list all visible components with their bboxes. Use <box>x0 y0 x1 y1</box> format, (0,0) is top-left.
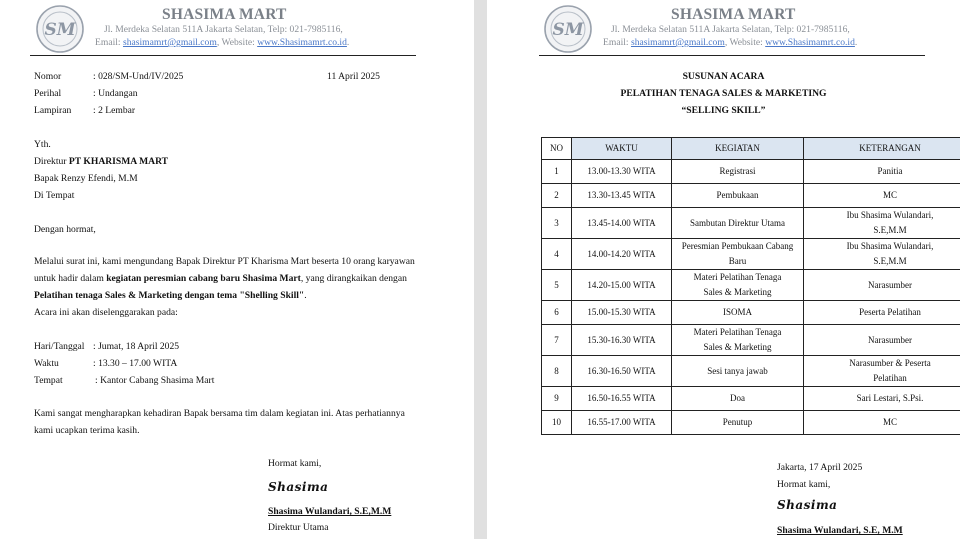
cell-keterangan <box>804 301 960 325</box>
cell-waktu: 15.30-16.30 WITA <box>572 325 672 356</box>
table-row <box>542 356 960 387</box>
website-end: . <box>346 37 350 48</box>
website-end: . <box>854 37 858 48</box>
website-label: , Website: <box>724 37 763 48</box>
table-row <box>542 411 960 435</box>
page-gap <box>474 0 487 539</box>
body-text: . <box>304 290 307 301</box>
keterangan-line: Pelatihan <box>873 373 907 383</box>
recipient-company: PT KHARISMA MART <box>68 156 169 167</box>
keterangan-line: Ibu Shasima Wulandari, <box>846 210 934 220</box>
letterhead-contact <box>603 37 857 48</box>
letterhead-name: SHASIMA MART <box>671 6 796 23</box>
keterangan-line: MC <box>882 417 897 427</box>
agenda-table <box>541 137 960 435</box>
cell-keterangan <box>804 325 960 356</box>
tempat-value: : Kantor Cabang Shasima Mart <box>95 375 215 386</box>
kegiatan-line: Sales & Marketing <box>703 287 772 297</box>
tempat-label: Tempat <box>34 375 63 386</box>
cell-kegiatan <box>672 239 804 270</box>
keterangan-line: S.E,M.M <box>873 256 907 266</box>
body-line-4: Acara ini akan diselenggarakan pada: <box>34 307 178 318</box>
cell-waktu: 13.45-14.00 WITA <box>572 208 672 239</box>
cell-keterangan <box>804 160 960 184</box>
cell-keterangan <box>804 270 960 301</box>
table-row <box>542 160 960 184</box>
cell-kegiatan <box>672 160 804 184</box>
table-row <box>542 387 960 411</box>
kegiatan-line: Pembukaan <box>716 190 759 200</box>
letterhead-address: Jl. Merdeka Selatan 511A Jakarta Selatan, Telp: 021-7985116, <box>104 24 343 35</box>
kegiatan-line: Materi Pelatihan Tenaga <box>693 272 782 282</box>
perihal-label: Perihal <box>34 88 62 99</box>
email-link[interactable]: shasimamrt@gmail.com <box>122 37 217 48</box>
cell-keterangan <box>804 356 960 387</box>
cell-kegiatan <box>672 387 804 411</box>
kegiatan-line: Sambutan Direktur Utama <box>690 217 785 228</box>
kegiatan-line: Materi Pelatihan Tenaga <box>693 327 782 337</box>
letter-date: 11 April 2025 <box>327 71 380 82</box>
keterangan-line: Narasumber <box>868 279 912 290</box>
closing-line-2: kami ucapkan terima kasih. <box>34 425 140 436</box>
cell-kegiatan <box>672 184 804 208</box>
kegiatan-line: Registrasi <box>719 166 756 176</box>
letterhead-address: Jl. Merdeka Selatan 511A Jakarta Selatan, Telp: 021-7985116, <box>611 24 850 35</box>
letterhead-divider <box>30 55 416 56</box>
regards: Hormat kami, <box>777 479 831 490</box>
keterangan-line: MC <box>882 190 897 200</box>
cell-kegiatan <box>672 208 804 239</box>
keterangan-line: Ibu Shasima Wulandari, <box>846 241 934 251</box>
kegiatan-line: Baru <box>728 256 747 266</box>
keterangan-line: Narasumber <box>868 334 912 345</box>
header-kegiatan: KEGIATAN <box>672 138 804 160</box>
cell-no: 4 <box>542 239 572 270</box>
table-row <box>542 301 960 325</box>
salutation-yth: Yth. <box>34 139 51 150</box>
letter-page <box>0 0 474 539</box>
signer-position: Direktur Utama <box>268 522 329 533</box>
keterangan-line: Peserta Pelatihan <box>859 307 921 317</box>
company-logo-icon <box>543 4 593 54</box>
cell-kegiatan <box>672 356 804 387</box>
svg-text:SM: SM <box>44 20 76 40</box>
cell-waktu: 16.50-16.55 WITA <box>572 387 672 411</box>
table-row <box>542 325 960 356</box>
cell-no: 6 <box>542 301 572 325</box>
cell-no: 7 <box>542 325 572 356</box>
cell-keterangan <box>804 239 960 270</box>
body-emphasis: Pelatihan tenaga Sales & Marketing dengan tema "Shelling Skill" <box>34 290 305 301</box>
website-link[interactable]: www.Shasimamrt.co.id <box>765 37 855 48</box>
waktu-value: : 13.30 – 17.00 WITA <box>93 358 178 369</box>
kegiatan-line: Doa <box>730 393 745 403</box>
cell-waktu: 14.20-15.00 WITA <box>572 270 672 301</box>
website-link[interactable]: www.Shasimamrt.co.id <box>257 37 347 48</box>
recipient-person: Bapak Renzy Efendi, M.M <box>34 173 138 184</box>
hari-label: Hari/Tanggal <box>34 341 85 352</box>
svg-text:SM: SM <box>552 20 584 40</box>
table-row <box>542 270 960 301</box>
nomor-label: Nomor <box>34 71 62 82</box>
kegiatan-line: Sesi tanya jawab <box>707 365 768 376</box>
agenda-theme: “SELLING SKILL” <box>681 105 766 116</box>
cell-keterangan <box>804 208 960 239</box>
cell-kegiatan <box>672 325 804 356</box>
kegiatan-line: Penutup <box>722 417 753 427</box>
waktu-label: Waktu <box>34 358 59 369</box>
cell-no: 5 <box>542 270 572 301</box>
nomor-value: : 028/SM-Und/IV/2025 <box>93 71 184 82</box>
lampiran-label: Lampiran <box>34 105 72 116</box>
regards: Hormat kami, <box>268 458 322 469</box>
table-row <box>542 208 960 239</box>
greeting: Dengan hormat, <box>34 224 96 235</box>
email-link[interactable]: shasimamrt@gmail.com <box>630 37 725 48</box>
place-date: Jakarta, 17 April 2025 <box>777 462 863 473</box>
website-label: , Website: <box>216 37 255 48</box>
table-header-row <box>542 138 960 160</box>
cell-keterangan <box>804 184 960 208</box>
body-emphasis: kegiatan peresmian cabang baru Shasima Mart <box>106 273 301 284</box>
signer-name: Shasima Wulandari, S.E, M.M <box>777 525 903 536</box>
lampiran-value: : 2 Lembar <box>93 105 136 116</box>
header-waktu: WAKTU <box>572 138 672 160</box>
header-no: NO <box>542 138 572 160</box>
keterangan-line: S.E,M.M <box>873 225 907 235</box>
header-keterangan: KETERANGAN <box>804 138 960 160</box>
body-text: untuk hadir dalam <box>34 273 107 284</box>
signature: Shasima <box>777 498 838 512</box>
cell-waktu: 13.00-13.30 WITA <box>572 160 672 184</box>
signer-name: Shasima Wulandari, S.E,M.M <box>268 506 392 517</box>
cell-kegiatan <box>672 270 804 301</box>
keterangan-line: Narasumber & Peserta <box>849 358 931 368</box>
cell-no: 1 <box>542 160 572 184</box>
body-text: , yang dirangkaikan dengan <box>300 273 407 284</box>
recipient-place: Di Tempat <box>34 190 75 201</box>
recipient-prefix: Direktur <box>34 156 69 167</box>
cell-no: 9 <box>542 387 572 411</box>
cell-waktu: 14.00-14.20 WITA <box>572 239 672 270</box>
cell-kegiatan <box>672 411 804 435</box>
cell-waktu: 13.30-13.45 WITA <box>572 184 672 208</box>
cell-kegiatan <box>672 301 804 325</box>
cell-no: 3 <box>542 208 572 239</box>
keterangan-line: Sari Lestari, S.Psi. <box>856 393 924 403</box>
letterhead-divider <box>539 55 925 56</box>
keterangan-line: Panitia <box>877 166 903 176</box>
letterhead-name: SHASIMA MART <box>162 6 287 23</box>
cell-waktu: 15.00-15.30 WITA <box>572 301 672 325</box>
cell-waktu: 16.55-17.00 WITA <box>572 411 672 435</box>
body-line-2 <box>34 273 407 285</box>
kegiatan-line: Sales & Marketing <box>703 342 772 352</box>
cell-keterangan <box>804 411 960 435</box>
agenda-title: SUSUNAN ACARA <box>682 71 765 82</box>
agenda-subtitle: PELATIHAN TENAGA SALES & MARKETING <box>620 88 827 99</box>
kegiatan-line: Peresmian Pembukaan Cabang <box>681 241 794 251</box>
hari-value: : Jumat, 18 April 2025 <box>93 341 180 352</box>
email-label: Email: <box>95 37 121 48</box>
cell-no: 2 <box>542 184 572 208</box>
recipient-title <box>34 156 168 168</box>
signature: Shasima <box>268 480 329 494</box>
cell-waktu: 16.30-16.50 WITA <box>572 356 672 387</box>
cell-no: 10 <box>542 411 572 435</box>
cell-no: 8 <box>542 356 572 387</box>
body-line-3 <box>34 290 307 302</box>
cell-keterangan <box>804 387 960 411</box>
letterhead-contact <box>95 37 349 48</box>
body-line-1: Melalui surat ini, kami mengundang Bapak Direktur PT Kharisma Mart beserta 10 orang karyawan <box>34 256 415 267</box>
kegiatan-line: ISOMA <box>722 307 752 317</box>
closing-line-1: Kami sangat mengharapkan kehadiran Bapak bersama tim dalam kegiatan ini. Atas perhatiannya <box>34 408 405 419</box>
perihal-value: : Undangan <box>93 88 138 99</box>
table-row <box>542 239 960 270</box>
table-row <box>542 184 960 208</box>
agenda-page <box>487 0 960 539</box>
company-logo-icon <box>35 4 85 54</box>
email-label: Email: <box>603 37 629 48</box>
